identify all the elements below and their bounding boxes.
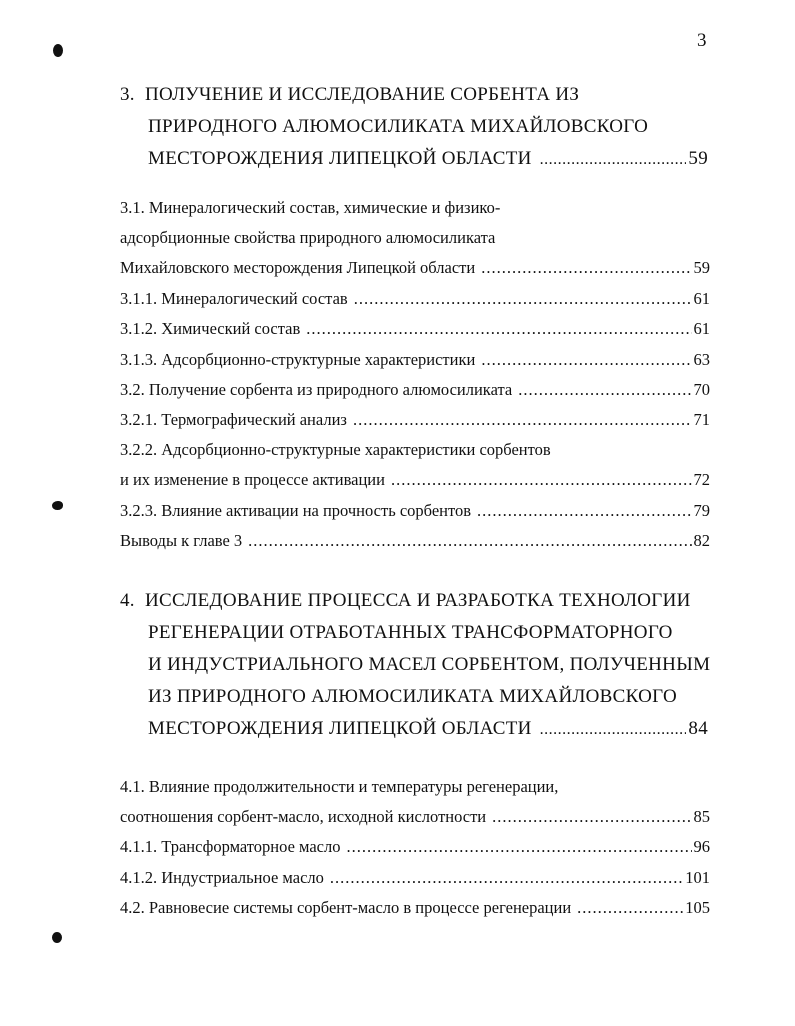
dot-leader (540, 144, 687, 176)
chapter-4-page: 84 (688, 718, 708, 739)
toc-entry-text: Михайловского месторождения Липецкой области (120, 258, 476, 277)
toc-entry-3-2-1 (120, 405, 710, 435)
chapter-4-heading-line-2 (120, 617, 720, 649)
toc-entry-3-1-3 (120, 345, 710, 375)
scan-blot-mark (53, 44, 63, 57)
toc-entry-page: 105 (685, 898, 710, 917)
chapter-4-title-line: РЕГЕНЕРАЦИИ ОТРАБОТАННЫХ ТРАНСФОРМАТОРНОГО (148, 622, 673, 643)
toc-entry-4-1-1 (120, 832, 710, 862)
toc-entry-3-1-line-1 (120, 193, 710, 223)
dot-leader (306, 314, 691, 344)
dot-leader (248, 526, 691, 556)
toc-entry-text: 3.1.3. Адсорбционно-структурные характеристики (120, 350, 476, 369)
toc-entry-3-1-2 (120, 314, 710, 344)
toc-entry-3-2-2-line-2 (120, 465, 710, 495)
chapter-4-heading-line-3 (120, 649, 720, 681)
toc-entry-page: 101 (685, 868, 710, 887)
toc-entry-page: 61 (693, 319, 710, 338)
dot-leader (481, 253, 691, 283)
chapter-3-title-line: ПРИРОДНОГО АЛЮМОСИЛИКАТА МИХАЙЛОВСКОГО (148, 116, 649, 137)
toc-entry-3-1-line-2 (120, 223, 710, 253)
toc-entry-text: 3.1.2. Химический состав (120, 319, 301, 338)
chapter-4-number: 4. (120, 590, 135, 611)
dot-leader (477, 496, 691, 526)
toc-entry-page: 61 (693, 289, 710, 308)
toc-entry-page: 79 (693, 501, 710, 520)
toc-entry-3-2 (120, 375, 710, 405)
chapter-4-title-line: МЕСТОРОЖДЕНИЯ ЛИПЕЦКОЙ ОБЛАСТИ (148, 718, 532, 739)
toc-entry-page: 70 (693, 380, 710, 399)
toc-entry-3-1-1 (120, 284, 710, 314)
toc-entry-text: 3.1.1. Минералогический состав (120, 289, 348, 308)
dot-leader (577, 893, 683, 923)
dot-leader (518, 375, 691, 405)
toc-entry-text: 3.2.1. Термографический анализ (120, 410, 347, 429)
toc-entry-4-2 (120, 893, 710, 923)
toc-entry-conclusions-3 (120, 526, 710, 556)
chapter-4-heading (120, 585, 720, 745)
toc-entry-page: 59 (693, 258, 710, 277)
toc-entry-text: 3.1. Минералогический состав, химические и физико- (120, 198, 501, 217)
chapter-4-title-line: ИССЛЕДОВАНИЕ ПРОЦЕССА И РАЗРАБОТКА ТЕХНОЛОГИИ (144, 590, 691, 611)
chapter-3-page: 59 (688, 148, 708, 169)
toc-entry-page: 72 (693, 470, 710, 489)
toc-entry-page: 71 (693, 410, 710, 429)
chapter-3-heading-line-3 (120, 143, 720, 175)
dot-leader (391, 465, 692, 495)
toc-entry-text: 4.1. Влияние продолжительности и температуры регенерации, (120, 777, 559, 796)
page-number: 3 (697, 30, 707, 51)
scan-blot-mark (52, 932, 62, 943)
chapter-4-heading-line-4 (120, 681, 720, 713)
toc-entry-text: 3.2. Получение сорбента из природного алюмосиликата (120, 380, 513, 399)
chapter-4-title-line: И ИНДУСТРИАЛЬНОГО МАСЕЛ СОРБЕНТОМ, ПОЛУЧЕННЫМ (148, 654, 711, 675)
toc-entry-text: Выводы к главе 3 (120, 531, 243, 550)
chapter-3-title-line: ПОЛУЧЕНИЕ И ИССЛЕДОВАНИЕ СОРБЕНТА ИЗ (144, 84, 580, 105)
dot-leader (354, 284, 692, 314)
toc-entry-3-1-line-3 (120, 253, 710, 283)
chapter-4-heading-line-5 (120, 713, 720, 745)
toc-entry-text: 4.1.1. Трансформаторное масло (120, 837, 341, 856)
dot-leader (492, 802, 691, 832)
toc-entry-3-2-2-line-1 (120, 435, 710, 465)
toc-entry-4-1-line-1 (120, 772, 710, 802)
chapter-3-title-line: МЕСТОРОЖДЕНИЯ ЛИПЕЦКОЙ ОБЛАСТИ (148, 148, 532, 169)
toc-entry-page: 82 (693, 531, 710, 550)
chapter-4-heading-line-1 (120, 585, 720, 617)
dot-leader (330, 863, 683, 893)
chapter-3-number: 3. (120, 84, 135, 105)
chapter-3-heading (120, 79, 720, 175)
toc-entry-text: адсорбционные свойства природного алюмосиликата (120, 228, 496, 247)
dot-leader (481, 345, 691, 375)
chapter-3-heading-line-1 (120, 79, 720, 111)
toc-entry-4-1-line-2 (120, 802, 710, 832)
toc-entry-4-1-2 (120, 863, 710, 893)
toc-entry-text: и их изменение в процессе активации (120, 470, 385, 489)
scan-blot-mark (52, 501, 63, 510)
toc-entry-text: 4.2. Равновесие системы сорбент-масло в процессе регенерации (120, 898, 572, 917)
toc-entry-text: 3.2.2. Адсорбционно-структурные характеристики сорбентов (120, 440, 551, 459)
dot-leader (353, 405, 692, 435)
toc-entry-page: 96 (693, 837, 710, 856)
toc-entry-page: 85 (693, 807, 710, 826)
toc-entry-text: соотношения сорбент-масло, исходной кислотности (120, 807, 487, 826)
chapter-3-heading-line-2 (120, 111, 720, 143)
toc-entry-page: 63 (693, 350, 710, 369)
toc-entry-text: 4.1.2. Индустриальное масло (120, 868, 324, 887)
chapter-4-title-line: ИЗ ПРИРОДНОГО АЛЮМОСИЛИКАТА МИХАЙЛОВСКОГО (148, 686, 677, 707)
toc-entry-text: 3.2.3. Влияние активации на прочность сорбентов (120, 501, 472, 520)
dot-leader (540, 714, 687, 746)
toc-entry-3-2-3 (120, 496, 710, 526)
dot-leader (346, 832, 691, 862)
